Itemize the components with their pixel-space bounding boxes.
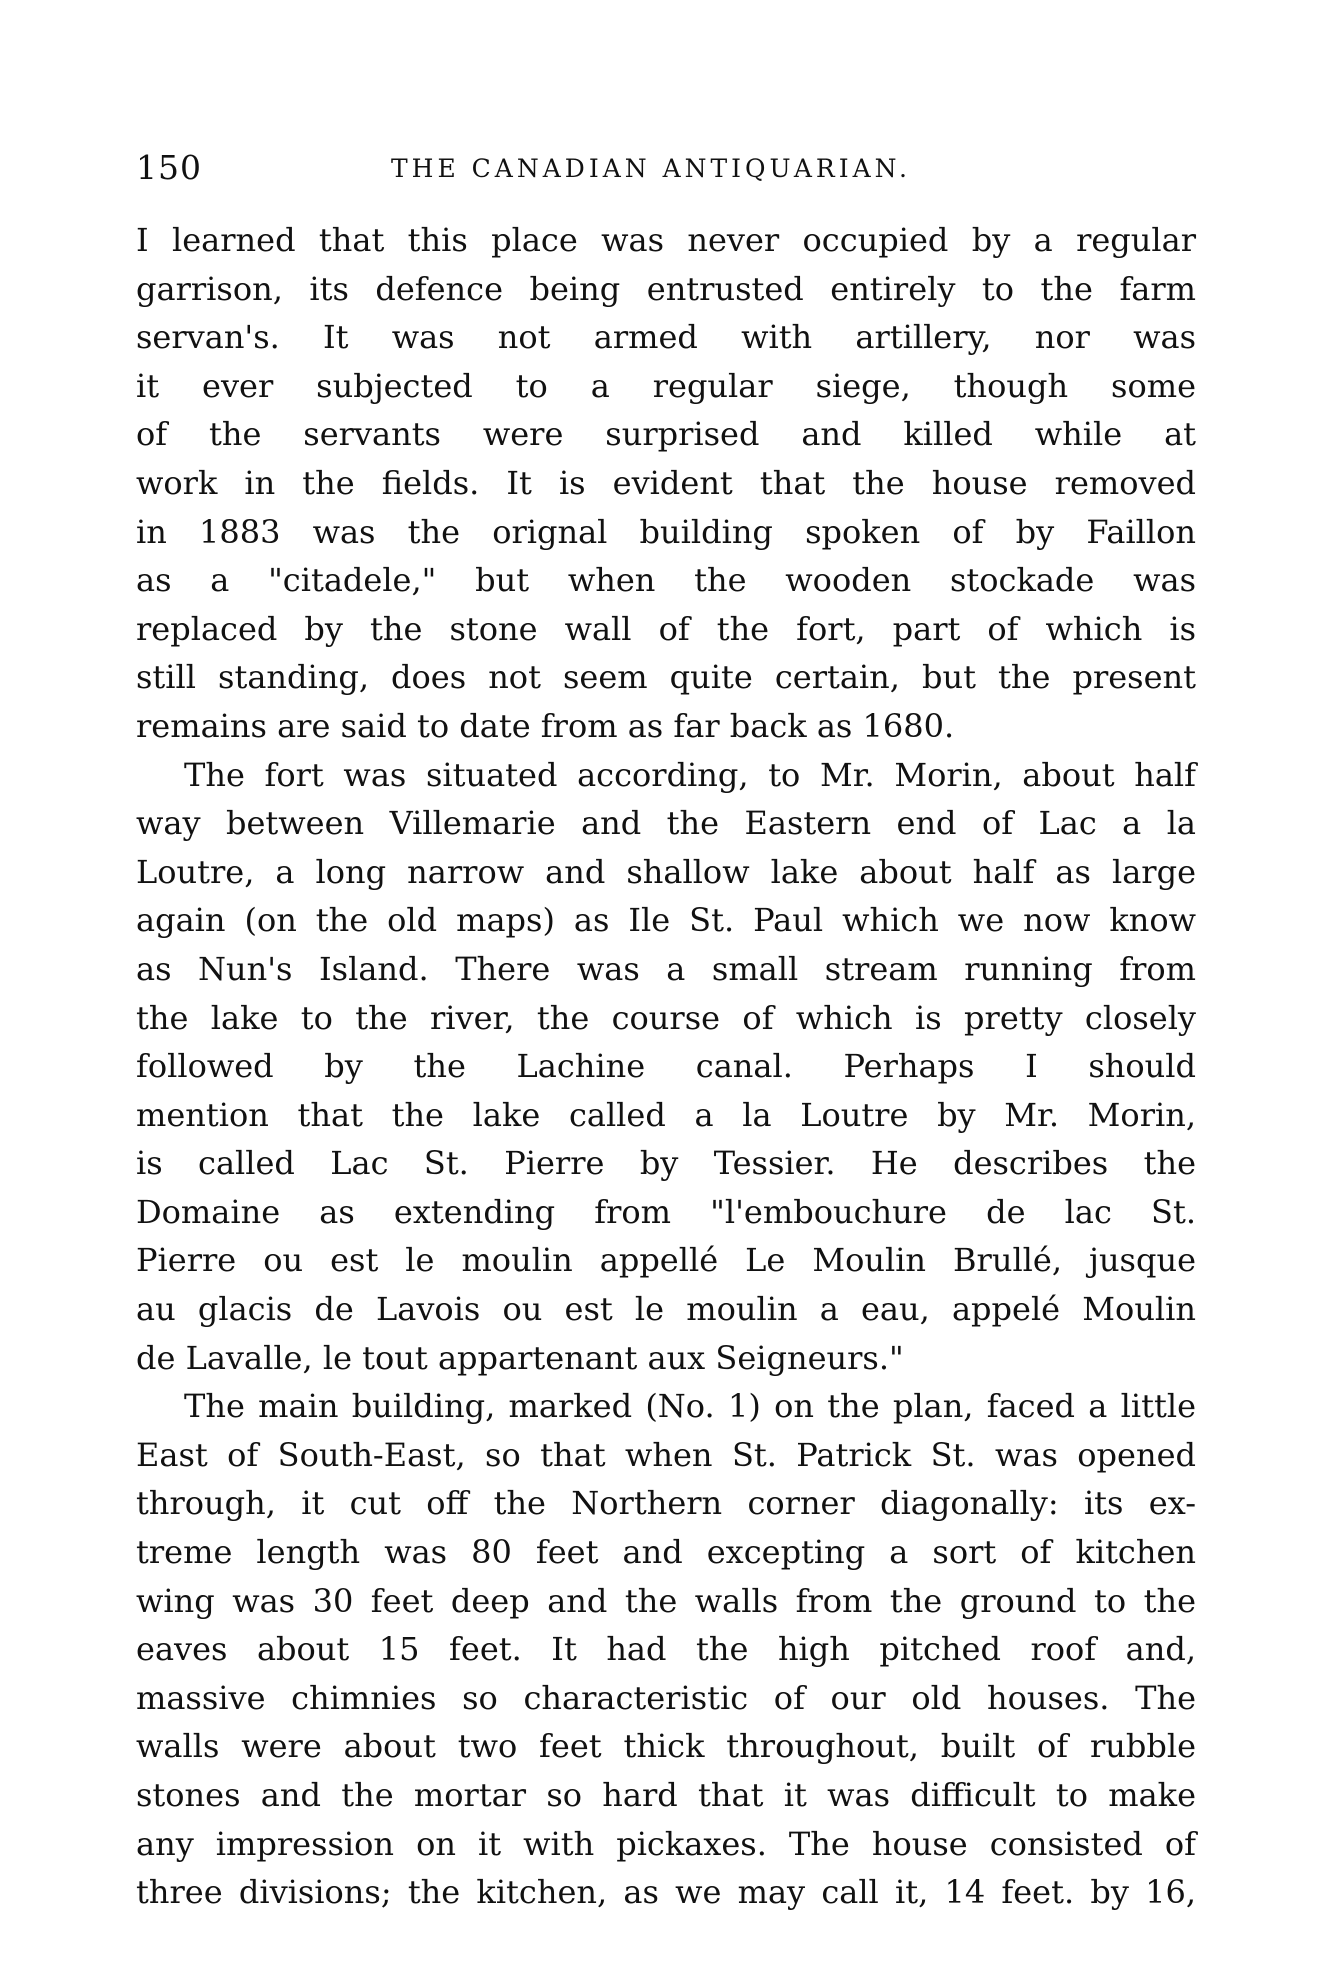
text-line: any impression on it with pickaxes. The house consisted of bbox=[136, 1824, 1196, 1863]
text-line: again (on the old maps) as Ile St. Paul which we now know bbox=[136, 901, 1196, 940]
text-line: massive chimnies so characteristic of our old houses. The bbox=[136, 1678, 1196, 1717]
text-line: is called Lac St. Pierre by Tessier. He describes the bbox=[136, 1144, 1196, 1183]
text-line: replaced by the stone wall of the fort, part of which is bbox=[136, 609, 1196, 648]
text-line: I learned that this place was never occupied by a regular bbox=[136, 221, 1196, 259]
text-line: through, it cut off the Northern corner diagonally: its ex- bbox=[136, 1484, 1196, 1523]
text-line: work in the fields. It is evident that the house removed bbox=[136, 463, 1196, 502]
text-line: wing was 30 feet deep and the walls from the ground to the bbox=[136, 1581, 1196, 1620]
text-line: three divisions; the kitchen, as we may call it, 14 feet. by 16, bbox=[136, 1873, 1196, 1912]
text-line: Loutre, a long narrow and shallow lake about half as large bbox=[136, 852, 1196, 891]
text-line: East of South-East, so that when St. Patrick St. was opened bbox=[136, 1435, 1196, 1474]
text-line: au glacis de Lavois ou est le moulin a eau, appelé Moulin bbox=[136, 1290, 1196, 1329]
text-line: it ever subjected to a regular siege, though some bbox=[136, 366, 1196, 405]
text-line: the lake to the river, the course of which is pretty closely bbox=[136, 998, 1196, 1037]
text-line: The fort was situated according, to Mr. Morin, about half bbox=[184, 755, 1196, 794]
text-line: stones and the mortar so hard that it was difficult to make bbox=[136, 1776, 1196, 1814]
text-line: Pierre ou est le moulin appellé Le Moulin Brullé, jusque bbox=[136, 1241, 1196, 1280]
page-number: 150 bbox=[136, 148, 202, 187]
text-line: The main building, marked (No. 1) on the plan, faced a little bbox=[184, 1387, 1196, 1426]
text-line: still standing, does not seem quite certain, but the present bbox=[136, 658, 1196, 697]
text-line: garrison, its defence being entrusted entirely to the farm bbox=[136, 269, 1196, 308]
text-line: mention that the lake called a la Loutre by Mr. Morin, bbox=[136, 1095, 1196, 1134]
text-line: followed by the Lachine canal. Perhaps I should bbox=[136, 1047, 1196, 1086]
text-line: de Lavalle, le tout appartenant aux Seigneurs." bbox=[136, 1338, 904, 1377]
paragraph-1 bbox=[136, 216, 1196, 751]
body-text bbox=[136, 216, 1196, 1917]
text-line: of the servants were surprised and killed while at bbox=[136, 415, 1196, 454]
text-line: treme length was 80 feet and excepting a sort of kitchen bbox=[136, 1533, 1196, 1572]
text-line: servan's. It was not armed with artillery, nor was bbox=[136, 318, 1196, 357]
text-line: remains are said to date from as far back as 1680. bbox=[136, 706, 955, 745]
text-line: way between Villemarie and the Eastern end of Lac a la bbox=[136, 804, 1196, 843]
text-line: in 1883 was the orignal building spoken of by Faillon bbox=[136, 512, 1196, 551]
text-line: eaves about 15 feet. It had the high pitched roof and, bbox=[136, 1630, 1196, 1669]
text-line: Domaine as extending from "l'embouchure de lac St. bbox=[136, 1192, 1196, 1231]
paragraph-3 bbox=[136, 1382, 1196, 1917]
text-line: as Nun's Island. There was a small stream running from bbox=[136, 949, 1196, 988]
text-line: as a "citadele," but when the wooden stockade was bbox=[136, 561, 1196, 600]
text-line: walls were about two feet thick throughout, built of rubble bbox=[136, 1727, 1196, 1766]
running-head: THE CANADIAN ANTIQUARIAN. bbox=[391, 154, 911, 183]
paragraph-2 bbox=[136, 751, 1196, 1383]
page-header bbox=[136, 148, 1196, 188]
